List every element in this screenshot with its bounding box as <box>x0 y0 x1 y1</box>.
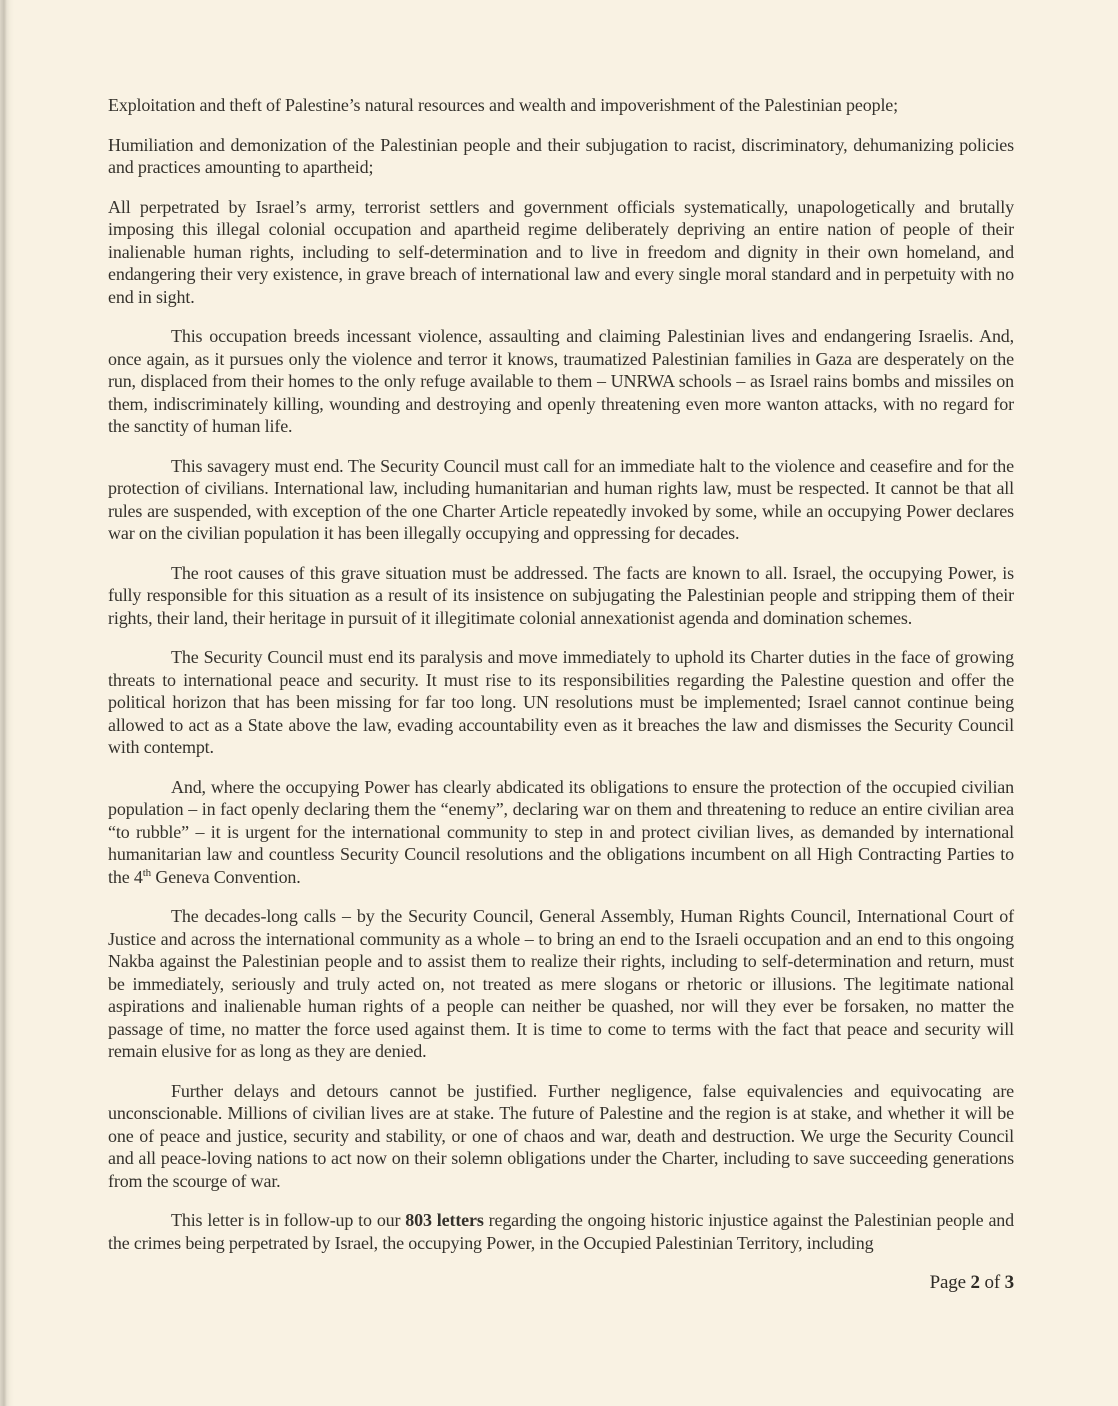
paragraph-8 <box>108 776 1014 889</box>
paragraph-2: Humiliation and demonization of the Palestinian people and their subjugation to racist, discriminatory, dehumanizing policies and practices amounting to apartheid; <box>108 134 1014 177</box>
page-label: Page <box>929 1272 971 1293</box>
paragraph-3: All perpetrated by Israel’s army, terrorist settlers and government officials systematically, unapologetically and brutally imposing this illegal colonial occupation and apartheid regime deliberately depriving an entire nation of people of their inalienable human rights, including to self-determination and to live in freedom and dignity in their own homeland, and endangering their very existence, in grave breach of international law and every single moral standard and in perpetuity with no end in sight. <box>108 196 1014 307</box>
total-pages-value: 3 <box>1004 1272 1014 1293</box>
paragraph-9: The decades-long calls – by the Security Council, General Assembly, Human Rights Council, International Court of Justice and across the international community as a whole – to bring an end to the Israeli occupation and an end to this ongoing Nakba against the Palestinian people and to assist them to realize their rights, including to self-determination and return, must be immediately, seriously and truly acted on, not treated as mere slogans or rhetoric or illusions. The legitimate national aspirations and inalienable human rights of a people can neither be quashed, nor will they ever be forsaken, no matter the passage of time, no matter the force used against them. It is time to come to terms with the fact that peace and security will remain elusive for as long as they are denied. <box>108 906 1014 1061</box>
paragraph-1: Exploitation and theft of Palestine’s natural resources and wealth and impoverishment of the Palestinian people; <box>108 95 898 115</box>
page-number-value: 2 <box>970 1272 980 1293</box>
of-label: of <box>979 1272 1005 1293</box>
ordinal-superscript: th <box>142 866 152 879</box>
page-edge-shadow <box>0 0 14 1406</box>
paragraph-8-text: And, where the occupying Power has clearly abdicated its obligations to ensure the protection of the occupied civilian population – in fact openly declaring them the “enemy”, declaring war on them and threatening to reduce an entire civilian area “to rubble” – it is urgent for the international community to step in and protect civilian lives, as demanded by international humanitarian law and countless Security Council resolutions and the obligations incumbent on all High Contracting Parties to the 4 <box>108 776 1014 887</box>
page-number <box>108 1272 1014 1295</box>
paragraph-4: This occupation breeds incessant violence, assaulting and claiming Palestinian lives and endangering Israelis. And, once again, as it pursues only the violence and terror it knows, traumatized Palestinian families in Gaza are desperately on the run, displaced from their homes to the only refuge available to them – UNRWA schools – as Israel rains bombs and missiles on them, indiscriminately killing, wounding and destroying and openly threatening even more wanton attacks, with no regard for the sanctity of human life. <box>108 326 1014 436</box>
paragraph-11-text: This letter is in follow-up to our <box>171 1210 406 1230</box>
paragraph-5: This savagery must end. The Security Council must call for an immediate halt to the violence and ceasefire and for the protection of civilians. International law, including humanitarian and human rights law, must be respected. It cannot be that all rules are suspended, with exception of the one Charter Article repeatedly invoked by some, while an occupying Power declares war on the civilian population it has been illegally occupying and oppressing for decades. <box>108 455 1014 543</box>
paragraph-6: The root causes of this grave situation must be addressed. The facts are known to all. Israel, the occupying Power, is fully responsible for this situation as a result of its insistence on subjugating the Palestinian people and stripping them of their rights, their land, their heritage in pursuit of it illegitimate colonial annexationist agenda and domination schemes. <box>108 562 1014 628</box>
paragraph-10: Further delays and detours cannot be justified. Further negligence, false equivalencies and equivocating are unconscionable. Millions of civilian lives are at stake. The future of Palestine and the region is at stake, and whether it will be one of peace and justice, security and stability, or one of chaos and war, death and destruction. We urge the Security Council and all peace-loving nations to act now on their solemn obligations under the Charter, including to save succeeding generations from the scourge of war. <box>108 1080 1014 1191</box>
paragraph-11-text-end: regarding the ongoing historic injustice against the Palestinian people and the crimes being perpetrated by Israel, the occupying Power, in the Occupied Palestinian Territory, including <box>108 1210 1014 1253</box>
letter-body <box>108 94 1014 1295</box>
paragraph-7: The Security Council must end its paralysis and move immediately to uphold its Charter duties in the face of growing threats to international peace and security. It must rise to its responsibilities regarding the Palestine question and offer the political horizon that has been missing for far too long. UN resolutions must be implemented; Israel cannot continue being allowed to act as a State above the law, evading accountability even as it breaches the law and dismisses the Security Council with contempt. <box>108 647 1014 757</box>
letters-count-bold: 803 letters <box>405 1210 484 1230</box>
paragraph-11 <box>108 1209 1014 1254</box>
paragraph-8-text-end: Geneva Convention. <box>151 866 301 887</box>
